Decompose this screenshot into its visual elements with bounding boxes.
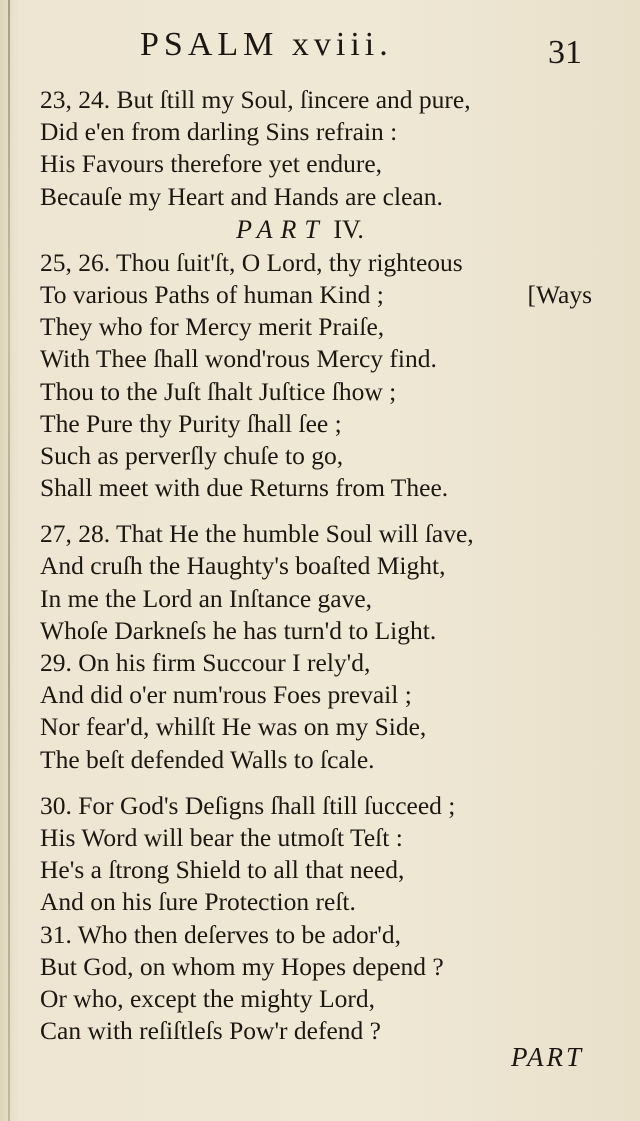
verse-line: Whoſe Darkneſs he has turn'd to Light.: [40, 615, 437, 645]
verse-line: His Favours therefore yet endure,: [40, 149, 383, 179]
verse-line: With Thee ſhall wond'rous Mercy find.: [40, 344, 437, 374]
part-heading-word: PART: [236, 214, 327, 244]
verse-line: The beſt defended Walls to ſcale.: [40, 744, 375, 774]
verse-line: 23, 24. But ſtill my Soul, ſincere and pure,: [40, 85, 471, 114]
verse-line: In me the Lord an Inſtance gave,: [40, 583, 373, 613]
verse-line-with-turnover: [40, 279, 600, 311]
verse-line: Or who, except the mighty Lord,: [40, 983, 375, 1013]
verse-line: 27, 28. That He the humble Soul will ſave,: [40, 519, 474, 549]
verse-line: 31. Who then deſerves to be ador'd,: [40, 919, 402, 949]
part-heading: [40, 213, 600, 247]
verse-line: His Word will bear the utmoſt Teſt :: [40, 822, 403, 852]
verse-line: To various Paths of human Kind ;: [40, 279, 384, 309]
verse-line: They who for Mercy merit Praiſe,: [40, 312, 385, 342]
stanza-gap: [40, 504, 600, 518]
verse-line: But God, on whom my Hopes depend ?: [40, 951, 444, 981]
verse-line: Thou to the Juſt ſhalt Juſtice ſhow ;: [40, 376, 397, 406]
turnover-word: [Ways: [527, 279, 592, 309]
verse-line: Nor fear'd, whilſt He was on my Side,: [40, 712, 427, 742]
verse-line: Did e'en from darling Sins refrain :: [40, 117, 398, 147]
page-number: 31: [548, 34, 582, 71]
verse-line: Becauſe my Heart and Hands are clean.: [40, 181, 443, 211]
gutter-edge: [8, 0, 10, 1121]
running-title: PSALM xviii.: [140, 26, 393, 63]
part-heading-number: IV.: [333, 214, 364, 244]
verse-line: Can with reſiſtleſs Pow'r defend ?: [40, 1016, 381, 1046]
verse-line: 25, 26. Thou ſuit'ſt, O Lord, thy righteous: [40, 247, 463, 277]
verse-line: The Pure thy Purity ſhall ſee ;: [40, 408, 342, 438]
verse-line: Shall meet with due Returns from Thee.: [40, 473, 449, 503]
catchword: PART: [510, 1042, 584, 1072]
verse-line: 29. On his firm Succour I rely'd,: [40, 648, 371, 677]
verse-line: He's a ſtrong Shield to all that need,: [40, 855, 405, 885]
psalm-text: [40, 84, 600, 1047]
verse-line: And on his ſure Protection reſt.: [40, 887, 356, 917]
stanza-gap: [40, 776, 600, 790]
verse-line: And did o'er num'rous Foes prevail ;: [40, 680, 412, 710]
verse-line: 30. For God's Deſigns ſhall ſtill ſucceed ;: [40, 790, 456, 820]
verse-line: Such as perverſly chuſe to go,: [40, 440, 344, 470]
page-header: [140, 26, 620, 74]
verse-line: And cruſh the Haughty's boaſted Might,: [40, 551, 446, 581]
